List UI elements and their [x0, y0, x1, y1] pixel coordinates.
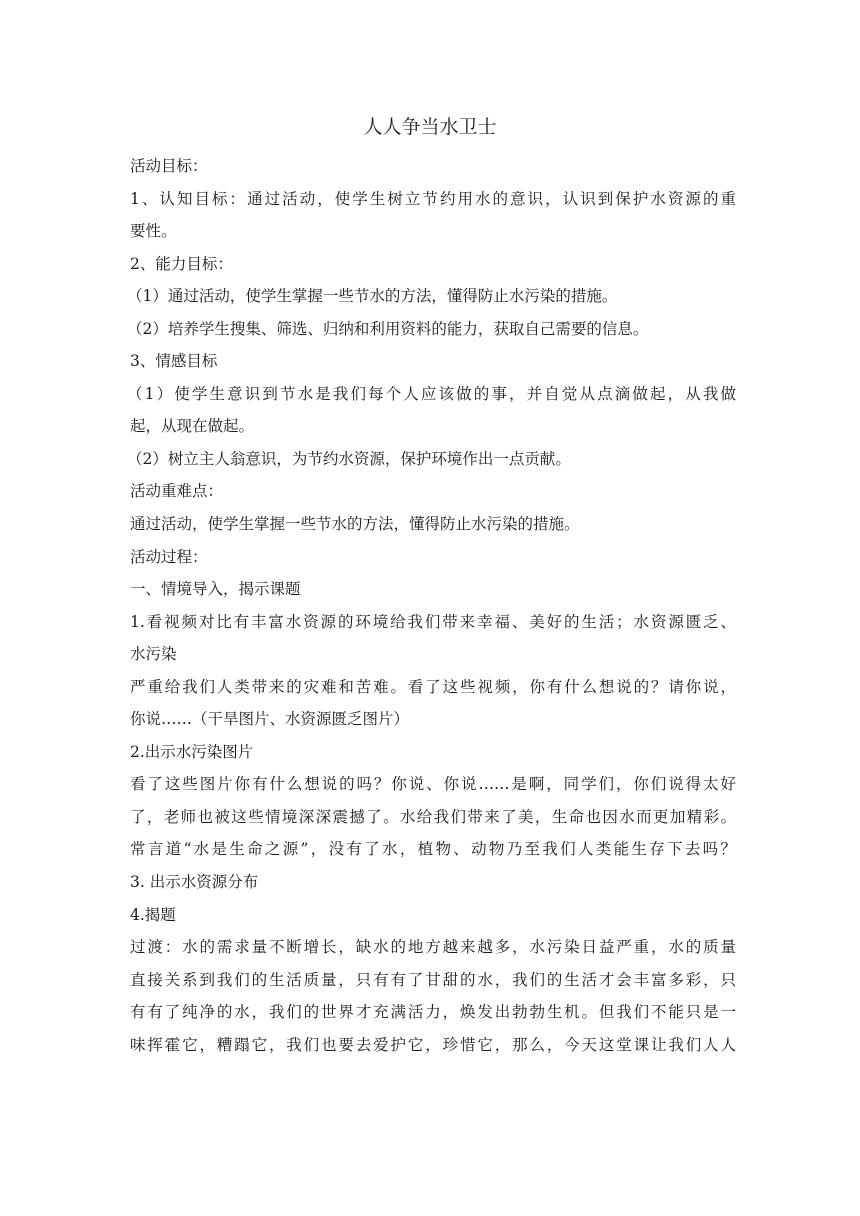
text-line: 2.出示水污染图片: [130, 742, 254, 761]
text-line: 了，老师也被这些情境深深震撼了。水给我们带来了美，生命也因水而更加精彩。: [130, 807, 736, 826]
text-line: 常言道“水是生命之源”，没有了水，植物、动物乃至我们人类能生存下去吗？: [130, 840, 736, 859]
text-line: 3. 出示水资源分布: [130, 873, 259, 892]
text-line: 要性。: [130, 222, 177, 241]
text-line: 看了这些图片你有什么想说的吗？你说、你说……是啊，同学们，你们说得太好: [130, 775, 736, 794]
text-line: 3、情感目标: [130, 352, 218, 371]
text-line: （2）树立主人翁意识，为节约水资源，保护环境作出一点贡献。: [127, 449, 571, 468]
text-line: 有有了纯净的水，我们的世界才充满活力，焕发出勃勃生机。但我们不能只是一: [130, 1003, 736, 1022]
text-line: 1.看视频对比有丰富水资源的环境给我们带来幸福、美好的生活；水资源匮乏、: [130, 612, 736, 631]
text-line: 起，从现在做起。: [130, 417, 255, 436]
text-line: 严重给我们人类带来的灾难和苦难。看了这些视频，你有什么想说的？请你说，: [130, 677, 736, 696]
text-line: 你说……（干旱图片、水资源匮乏图片）: [130, 710, 410, 729]
text-line: 味挥霍它，糟蹋它，我们也要去爱护它，珍惜它，那么，今天这堂课让我们人人: [130, 1035, 736, 1054]
text-line: 一、情境导入，揭示课题: [130, 580, 301, 599]
text-line: 通过活动，使学生掌握一些节水的方法，懂得防止水污染的措施。: [130, 515, 580, 534]
text-line: 过渡：水的需求量不断增长，缺水的地方越来越多，水污染日益严重，水的质量: [130, 938, 736, 957]
text-line: 直接关系到我们的生活质量，只有有了甘甜的水，我们的生活才会丰富多彩，只: [130, 970, 736, 989]
text-line: 4.揭题: [130, 905, 176, 924]
text-line: 活动过程：: [130, 547, 208, 566]
text-line: （2）培养学生搜集、筛选、归纳和利用资料的能力，获取自己需要的信息。: [127, 319, 649, 338]
document-title: 人人争当水卫士: [363, 116, 497, 138]
text-line: （1）通过活动，使学生掌握一些节水的方法，懂得防止水污染的措施。: [127, 287, 618, 306]
text-line: 活动重难点：: [130, 482, 224, 501]
text-line: 2、能力目标：: [130, 254, 233, 273]
text-line: 活动目标：: [130, 157, 208, 175]
document-body: [127, 150, 736, 1061]
text-line: 水污染: [130, 645, 177, 664]
text-line: 1、认知目标：通过活动，使学生树立节约用水的意识，认识到保护水资源的重: [130, 189, 736, 208]
text-line: （1）使学生意识到节水是我们每个人应该做的事，并自觉从点滴做起，从我做: [127, 384, 736, 403]
